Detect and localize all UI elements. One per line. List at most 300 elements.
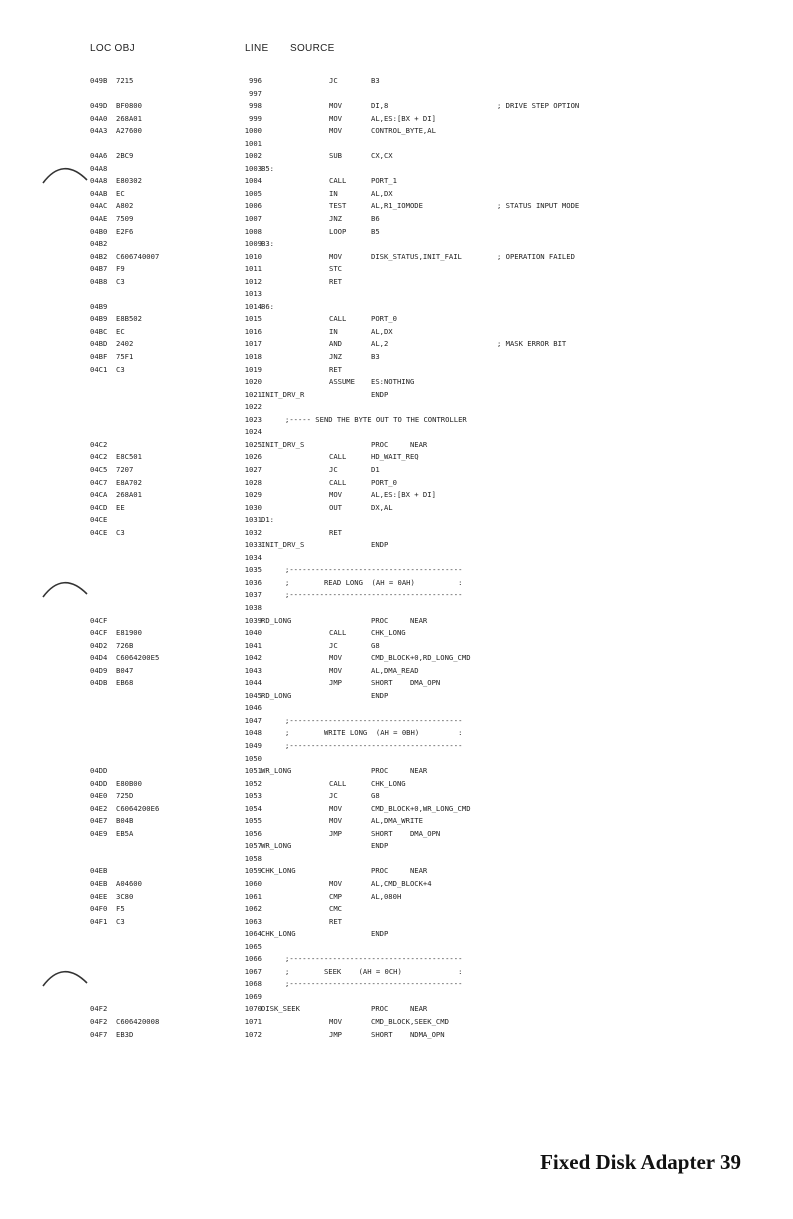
operand-cell: B3	[371, 76, 380, 85]
listing-row	[0, 100, 793, 113]
listing-row	[0, 727, 793, 740]
line-number-cell: 1058	[244, 853, 262, 863]
line-number-cell: 1009	[244, 239, 262, 249]
opcode-cell: JC	[329, 76, 338, 85]
operand-cell: CMD_BLOCK+0,RD_LONG_CMD	[371, 653, 471, 663]
operand-cell: AL,2	[371, 339, 389, 349]
loc-cell: 04F0	[90, 904, 108, 914]
operand-cell: CHK_LONG	[371, 778, 406, 788]
listing-row	[0, 288, 793, 301]
loc-cell: 04D4	[90, 653, 108, 663]
label-cell: INIT_DRV_S	[261, 540, 305, 550]
listing-row	[0, 715, 793, 728]
loc-cell: 049D	[90, 101, 108, 111]
operand-cell: AL,DX	[371, 188, 393, 198]
listing-row	[0, 338, 793, 351]
listing-row	[0, 226, 793, 239]
listing-row	[0, 401, 793, 414]
operand-cell: B3	[371, 352, 380, 362]
listing-row	[0, 891, 793, 904]
listing-row	[0, 238, 793, 251]
loc-cell: 04CE	[90, 527, 108, 537]
line-number-cell: 1018	[244, 352, 262, 362]
loc-cell: 04B2	[90, 239, 108, 249]
operand-cell: ENDP	[371, 690, 389, 700]
opcode-cell: AND	[329, 339, 342, 349]
opcode-cell: MOV	[329, 1017, 342, 1027]
operand-cell: AL,CMD_BLOCK+4	[371, 879, 432, 888]
loc-cell: 04EE	[90, 891, 108, 901]
obj-cell: 7509	[116, 214, 134, 224]
listing-row	[0, 903, 793, 916]
listing-row	[0, 489, 793, 502]
line-number-cell: 997	[249, 88, 262, 98]
footer-page-number: 39	[720, 1150, 741, 1174]
obj-cell: 725D	[116, 791, 134, 801]
listing-row	[0, 677, 793, 690]
line-number-cell: 1032	[244, 527, 262, 537]
line-number-cell: 1052	[244, 778, 262, 788]
obj-cell: 3C80	[116, 891, 134, 901]
operand-cell: ENDP	[371, 841, 389, 851]
loc-cell: 04CD	[90, 502, 108, 512]
comment-cell: ; DRIVE STEP OPTION	[497, 101, 580, 111]
listing-row	[0, 439, 793, 452]
line-number-cell: 1055	[244, 816, 262, 826]
obj-cell: E2F6	[116, 226, 134, 236]
line-number-cell: 1038	[244, 602, 262, 612]
label-cell: CHK_LONG	[261, 866, 296, 876]
operand-cell: DI,8	[371, 101, 389, 111]
operand-cell: ES:NOTHING	[371, 377, 415, 387]
label-cell: B3:	[261, 239, 274, 249]
loc-cell: 04BF	[90, 352, 108, 362]
line-number-cell: 1003	[244, 163, 262, 173]
line-number-cell: 1035	[244, 565, 262, 575]
opcode-cell: LOOP	[329, 226, 347, 236]
opcode-cell: MOV	[329, 879, 342, 888]
obj-cell: C6064200E5	[116, 653, 160, 663]
obj-cell: BF0800	[116, 101, 142, 111]
line-number-cell: 1007	[244, 214, 262, 224]
operand-cell: D1	[371, 464, 380, 474]
opcode-cell: JMP	[329, 678, 342, 688]
loc-cell: 04B7	[90, 264, 108, 274]
operand-cell: PORT_1	[371, 176, 397, 186]
line-number-cell: 1059	[244, 866, 262, 876]
obj-cell: 7207	[116, 464, 134, 474]
line-number-cell: 1028	[244, 477, 262, 487]
loc-cell: 04C1	[90, 364, 108, 374]
opcode-cell: OUT	[329, 502, 342, 512]
listing-row	[0, 978, 793, 991]
listing-row	[0, 853, 793, 866]
obj-cell: E80302	[116, 176, 142, 186]
listing-row	[0, 75, 793, 88]
line-number-cell: 1008	[244, 226, 262, 236]
line-number-cell: 1011	[244, 264, 262, 274]
footer-title: Fixed Disk Adapter	[540, 1150, 715, 1174]
opcode-cell: RET	[329, 364, 342, 374]
line-number-cell: 1019	[244, 364, 262, 374]
listing-row	[0, 313, 793, 326]
listing-row	[0, 376, 793, 389]
line-number-cell: 1005	[244, 188, 262, 198]
comment-line-cell: ;----- SEND THE BYTE OUT TO THE CONTROLLER	[285, 414, 467, 424]
line-number-cell: 1070	[244, 1004, 262, 1014]
opcode-cell: MOV	[329, 490, 342, 500]
listing-row	[0, 514, 793, 527]
operand-cell: AL,DMA_WRITE	[371, 816, 423, 826]
opcode-cell: JNZ	[329, 352, 342, 362]
listing-row	[0, 163, 793, 176]
opcode-cell: JC	[329, 464, 338, 474]
listing-row	[0, 464, 793, 477]
operand-cell: PROC NEAR	[371, 439, 428, 449]
opcode-cell: RET	[329, 527, 342, 537]
line-number-cell: 1067	[244, 966, 262, 976]
listing-row	[0, 175, 793, 188]
opcode-cell: ASSUME	[329, 377, 355, 387]
header-loc-obj: LOC OBJ	[90, 43, 135, 54]
line-number-cell: 1034	[244, 552, 262, 562]
obj-cell: C606420008	[116, 1017, 160, 1027]
comment-line-cell: ;----------------------------------------	[285, 954, 463, 964]
operand-cell: CMD_BLOCK+0,WR_LONG_CMD	[371, 803, 471, 813]
comment-line-cell: ;----------------------------------------	[285, 715, 463, 725]
listing-row	[0, 878, 793, 891]
operand-cell: CONTROL_BYTE,AL	[371, 126, 436, 136]
line-number-cell: 1001	[244, 138, 262, 148]
line-number-cell: 1000	[244, 126, 262, 136]
line-number-cell: 1014	[244, 301, 262, 311]
operand-cell: B5	[371, 226, 380, 236]
operand-cell: ENDP	[371, 389, 389, 399]
line-number-cell: 1060	[244, 879, 262, 888]
label-cell: RD_LONG	[261, 690, 292, 700]
obj-cell: 268A01	[116, 490, 142, 500]
listing-row	[0, 1003, 793, 1016]
obj-cell: EC	[116, 188, 125, 198]
opcode-cell: MOV	[329, 816, 342, 826]
loc-cell: 04A6	[90, 151, 108, 161]
loc-cell: 04AC	[90, 201, 108, 211]
comment-line-cell: ; WRITE LONG (AH = 0BH) :	[285, 728, 463, 738]
obj-cell: C3	[116, 364, 125, 374]
opcode-cell: CALL	[329, 176, 347, 186]
line-number-cell: 996	[249, 76, 262, 85]
obj-cell: EE	[116, 502, 125, 512]
loc-cell: 04F7	[90, 1029, 108, 1039]
opcode-cell: MOV	[329, 665, 342, 675]
operand-cell: SHORT DMA_OPN	[371, 828, 441, 838]
operand-cell: G8	[371, 791, 380, 801]
opcode-cell: JNZ	[329, 214, 342, 224]
comment-line-cell: ;----------------------------------------	[285, 740, 463, 750]
loc-cell: 04A0	[90, 113, 108, 123]
listing-row	[0, 790, 793, 803]
operand-cell: PORT_0	[371, 477, 397, 487]
line-number-cell: 1037	[244, 590, 262, 600]
listing-row	[0, 251, 793, 264]
loc-cell: 04F2	[90, 1017, 108, 1027]
listing-row	[0, 113, 793, 126]
opcode-cell: CMC	[329, 904, 342, 914]
label-cell: INIT_DRV_R	[261, 389, 305, 399]
line-number-cell: 1030	[244, 502, 262, 512]
obj-cell: C6064200E6	[116, 803, 160, 813]
listing-row	[0, 991, 793, 1004]
line-number-cell: 998	[249, 101, 262, 111]
listing-row	[0, 740, 793, 753]
opcode-cell: RET	[329, 276, 342, 286]
opcode-cell: CALL	[329, 778, 347, 788]
line-number-cell: 1049	[244, 740, 262, 750]
operand-cell: DX,AL	[371, 502, 393, 512]
line-number-cell: 1026	[244, 452, 262, 462]
opcode-cell: SUB	[329, 151, 342, 161]
operand-cell: PROC NEAR	[371, 866, 428, 876]
listing-row	[0, 364, 793, 377]
opcode-cell: JC	[329, 791, 338, 801]
label-cell: INIT_DRV_S	[261, 439, 305, 449]
line-number-cell: 1065	[244, 941, 262, 951]
obj-cell: E8B502	[116, 314, 142, 324]
listing-row	[0, 414, 793, 427]
loc-cell: 04D2	[90, 640, 108, 650]
line-number-cell: 1016	[244, 326, 262, 336]
opcode-cell: MOV	[329, 251, 342, 261]
line-number-cell: 1068	[244, 979, 262, 989]
line-number-cell: 1012	[244, 276, 262, 286]
listing-row	[0, 301, 793, 314]
obj-cell: E8C501	[116, 452, 142, 462]
line-number-cell: 1017	[244, 339, 262, 349]
line-number-cell: 1071	[244, 1017, 262, 1027]
listing-row	[0, 451, 793, 464]
line-number-cell: 1033	[244, 540, 262, 550]
label-cell: B5:	[261, 163, 274, 173]
listing-row	[0, 840, 793, 853]
listing-row	[0, 88, 793, 101]
loc-cell: 04C2	[90, 439, 108, 449]
label-cell: RD_LONG	[261, 615, 292, 625]
loc-cell: 04E2	[90, 803, 108, 813]
line-number-cell: 1054	[244, 803, 262, 813]
opcode-cell: JMP	[329, 1029, 342, 1039]
line-number-cell: 1040	[244, 628, 262, 638]
line-number-cell: 1039	[244, 615, 262, 625]
obj-cell: B04B	[116, 816, 134, 826]
line-number-cell: 1013	[244, 289, 262, 299]
line-number-cell: 1027	[244, 464, 262, 474]
obj-cell: E81900	[116, 628, 142, 638]
opcode-cell: MOV	[329, 113, 342, 123]
listing-row	[0, 690, 793, 703]
line-number-cell: 1024	[244, 427, 262, 437]
operand-cell: B6	[371, 214, 380, 224]
opcode-cell: IN	[329, 326, 338, 336]
operand-cell: CX,CX	[371, 151, 393, 161]
operand-cell: CMD_BLOCK,SEEK_CMD	[371, 1017, 449, 1027]
listing-row	[0, 602, 793, 615]
line-number-cell: 1053	[244, 791, 262, 801]
operand-cell: AL,ES:[BX + DI]	[371, 490, 436, 500]
comment-line-cell: ;----------------------------------------	[285, 565, 463, 575]
obj-cell: C3	[116, 916, 125, 926]
loc-cell: 04F2	[90, 1004, 108, 1014]
listing-row	[0, 916, 793, 929]
line-number-cell: 1029	[244, 490, 262, 500]
label-cell: WR_LONG	[261, 841, 292, 851]
listing-row	[0, 351, 793, 364]
obj-cell: EB3D	[116, 1029, 134, 1039]
obj-cell: E80B00	[116, 778, 142, 788]
line-number-cell: 1051	[244, 766, 262, 776]
line-number-cell: 999	[249, 113, 262, 123]
obj-cell: A802	[116, 201, 134, 211]
opcode-cell: MOV	[329, 126, 342, 136]
obj-cell: 268A01	[116, 113, 142, 123]
obj-cell: C606740007	[116, 251, 160, 261]
line-number-cell: 1020	[244, 377, 262, 387]
line-number-cell: 1021	[244, 389, 262, 399]
listing-row	[0, 477, 793, 490]
operand-cell: SHORT DMA_OPN	[371, 678, 441, 688]
line-number-cell: 1066	[244, 954, 262, 964]
opcode-cell: CALL	[329, 314, 347, 324]
listing-row	[0, 1029, 793, 1042]
listing-row	[0, 803, 793, 816]
listing-row	[0, 702, 793, 715]
loc-cell: 04E0	[90, 791, 108, 801]
operand-cell: AL,R1_IOMODE	[371, 201, 423, 211]
listing-row	[0, 276, 793, 289]
opcode-cell: RET	[329, 916, 342, 926]
operand-cell: PROC NEAR	[371, 766, 428, 776]
loc-cell: 04B0	[90, 226, 108, 236]
loc-cell: 04DD	[90, 778, 108, 788]
loc-cell: 04B8	[90, 276, 108, 286]
line-number-cell: 1004	[244, 176, 262, 186]
loc-cell: 04D9	[90, 665, 108, 675]
line-number-cell: 1062	[244, 904, 262, 914]
listing-row	[0, 188, 793, 201]
loc-cell: 04EB	[90, 866, 108, 876]
label-cell: DISK_SEEK	[261, 1004, 300, 1014]
line-number-cell: 1056	[244, 828, 262, 838]
opcode-cell: JMP	[329, 828, 342, 838]
listing-row	[0, 389, 793, 402]
obj-cell: C3	[116, 527, 125, 537]
listing-row	[0, 150, 793, 163]
comment-line-cell: ;----------------------------------------	[285, 590, 463, 600]
loc-cell: 04CE	[90, 515, 108, 525]
line-number-cell: 1010	[244, 251, 262, 261]
comment-line-cell: ;----------------------------------------	[285, 979, 463, 989]
loc-cell: 04CF	[90, 628, 108, 638]
operand-cell: ENDP	[371, 929, 389, 939]
label-cell: CHK_LONG	[261, 929, 296, 939]
loc-cell: 04B2	[90, 251, 108, 261]
loc-cell: 04EB	[90, 879, 108, 888]
line-number-cell: 1036	[244, 577, 262, 587]
operand-cell: SHORT NDMA_OPN	[371, 1029, 445, 1039]
line-number-cell: 1002	[244, 151, 262, 161]
line-number-cell: 1045	[244, 690, 262, 700]
line-number-cell: 1031	[244, 515, 262, 525]
opcode-cell: IN	[329, 188, 338, 198]
obj-cell: A27600	[116, 126, 142, 136]
listing-row	[0, 426, 793, 439]
listing-row	[0, 765, 793, 778]
line-number-cell: 1042	[244, 653, 262, 663]
obj-cell: F9	[116, 264, 125, 274]
label-cell: WR_LONG	[261, 766, 292, 776]
obj-cell: C3	[116, 276, 125, 286]
loc-cell: 04A8	[90, 163, 108, 173]
loc-cell: 04DB	[90, 678, 108, 688]
listing-row	[0, 778, 793, 791]
loc-cell: 04A8	[90, 176, 108, 186]
operand-cell: G8	[371, 640, 380, 650]
page-footer	[540, 1150, 741, 1175]
line-number-cell: 1069	[244, 991, 262, 1001]
opcode-cell: STC	[329, 264, 342, 274]
opcode-cell: CALL	[329, 477, 347, 487]
loc-cell: 04C2	[90, 452, 108, 462]
line-number-cell: 1046	[244, 703, 262, 713]
line-number-cell: 1057	[244, 841, 262, 851]
operand-cell: PORT_0	[371, 314, 397, 324]
line-number-cell: 1025	[244, 439, 262, 449]
loc-cell: 04B9	[90, 314, 108, 324]
operand-cell: ENDP	[371, 540, 389, 550]
obj-cell: 2402	[116, 339, 134, 349]
line-number-cell: 1041	[244, 640, 262, 650]
loc-cell: 04B9	[90, 301, 108, 311]
listing-row	[0, 953, 793, 966]
operand-cell: CHK_LONG	[371, 628, 406, 638]
listing-row	[0, 865, 793, 878]
listing-row	[0, 138, 793, 151]
listing-row	[0, 941, 793, 954]
listing-row	[0, 640, 793, 653]
loc-cell: 04BD	[90, 339, 108, 349]
label-cell: B6:	[261, 301, 274, 311]
loc-cell: 04CA	[90, 490, 108, 500]
header-line: LINE	[245, 43, 269, 54]
line-number-cell: 1015	[244, 314, 262, 324]
listing-row	[0, 564, 793, 577]
loc-cell: 04F1	[90, 916, 108, 926]
loc-cell: 04A3	[90, 126, 108, 136]
listing-row	[0, 1016, 793, 1029]
listing-row	[0, 753, 793, 766]
listing-row	[0, 213, 793, 226]
obj-cell: 7215	[116, 76, 134, 85]
obj-cell: EC	[116, 326, 125, 336]
comment-cell: ; MASK ERROR BIT	[497, 339, 567, 349]
loc-cell: 04CF	[90, 615, 108, 625]
opcode-cell: CMP	[329, 891, 342, 901]
loc-cell: 04BC	[90, 326, 108, 336]
listing-row	[0, 665, 793, 678]
listing-row	[0, 589, 793, 602]
obj-cell: B047	[116, 665, 134, 675]
operand-cell: PROC NEAR	[371, 1004, 428, 1014]
listing-row	[0, 125, 793, 138]
